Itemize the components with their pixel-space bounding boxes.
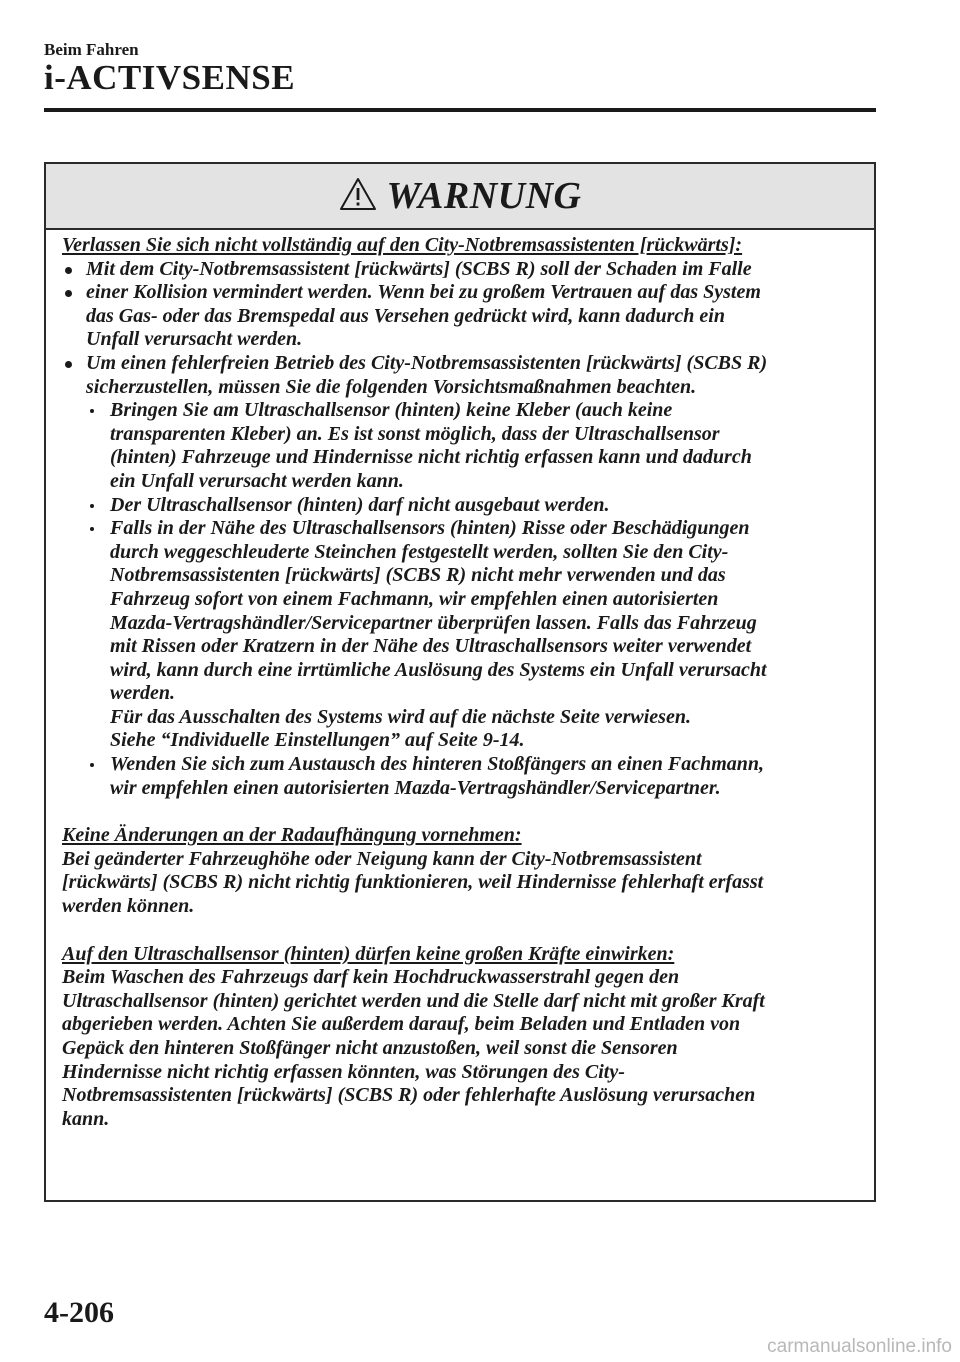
- paragraph-line: abgerieben werden. Achten Sie außerdem darauf, beim Beladen und Entladen von: [62, 1013, 741, 1036]
- paragraph-line: Gepäck den hinteren Stoßfänger nicht anzustoßen, weil sonst die Sensoren: [62, 1037, 678, 1059]
- sub-bullet-line: Notbremsassistenten [rückwärts] (SCBS R) nicht mehr verwenden und das: [110, 564, 726, 587]
- section-heading: Verlassen Sie sich nicht vollständig auf den City-Notbremsassistenten [rückwärts]:: [62, 234, 743, 256]
- section-heading: Keine Änderungen an der Radaufhängung vornehmen:: [62, 824, 522, 847]
- sub-bullet-line: wird, kann durch eine irrtümliche Auslösung des Systems ein Unfall verursacht: [110, 658, 767, 681]
- sub-bullet-line: (hinten) Fahrzeuge und Hindernisse nicht richtig erfassen kann und dadurch: [110, 446, 752, 469]
- sub-bullet-line: werden.: [110, 682, 175, 705]
- paragraph-line: Notbremsassistenten [rückwärts] (SCBS R) oder fehlerhafte Auslösung verursachen: [62, 1084, 756, 1107]
- section-label: Beim Fahren: [44, 40, 139, 59]
- bullet-line: sicherzustellen, müssen Sie die folgenden Vorsichtsmaßnahmen beachten.: [86, 375, 697, 398]
- sub-bullet-line: Bringen Sie am Ultraschallsensor (hinten) keine Kleber (auch keine: [62, 399, 858, 423]
- sub-bullet-line: Falls in der Nähe des Ultraschallsensors (hinten) Risse oder Beschädigungen: [62, 517, 858, 541]
- paragraph-line: werden können.: [62, 895, 195, 918]
- bullet-item: [62, 352, 858, 800]
- bullet-line: Mit dem City-Notbremsassistent [rückwärts] (SCBS R) soll der Schaden im Falle: [62, 258, 858, 282]
- page-number: 4-206: [44, 1296, 114, 1329]
- sub-bullet-item: [62, 753, 858, 800]
- chapter-title: i-ACTIVSENSE: [44, 58, 296, 97]
- sub-bullet-line: mit Rissen oder Kratzern in der Nähe des Ultraschallsensors weiter verwendet: [110, 635, 752, 658]
- paragraph-line: kann.: [62, 1107, 110, 1130]
- warning-body: [46, 230, 874, 1131]
- sub-bullet-line: ein Unfall verursacht werden kann.: [110, 469, 404, 492]
- sub-bullet-line: durch weggeschleuderte Steinchen festgestellt werden, sollten Sie den City-: [110, 540, 729, 563]
- bullet-item: [62, 258, 858, 352]
- sub-bullet-line: transparenten Kleber) an. Es ist sonst möglich, dass der Ultraschallsensor: [110, 422, 720, 445]
- warning-title: WARNUNG: [386, 175, 582, 217]
- header-rule: [44, 108, 876, 112]
- cross-reference: Siehe “Individuelle Einstellungen” auf Seite 9-14.: [110, 729, 525, 752]
- sub-bullet-line: Mazda-Vertragshändler/Servicepartner überprüfen lassen. Falls das Fahrzeug: [110, 611, 757, 634]
- bullet-line: Um einen fehlerfreien Betrieb des City-Notbremsassistenten [rückwärts] (SCBS R): [62, 352, 858, 376]
- sub-bullet-item: [62, 494, 858, 518]
- bullet-line: das Gas- oder das Bremspedal aus Versehen gedrückt wird, kann dadurch ein: [86, 304, 725, 327]
- sub-bullet-line: Fahrzeug sofort von einem Fachmann, wir empfehlen einen autorisierten: [110, 587, 719, 610]
- sub-bullet-line: wir empfehlen einen autorisierten Mazda-Vertragshändler/Servicepartner.: [110, 776, 721, 799]
- paragraph-line: Beim Waschen des Fahrzeugs darf kein Hochdruckwasserstrahl gegen den: [62, 966, 680, 989]
- paragraph-line: [rückwärts] (SCBS R) nicht richtig funktionieren, weil Hindernisse fehlerhaft erfasst: [62, 871, 764, 894]
- bullet-line: Unfall verursacht werden.: [86, 328, 303, 351]
- sub-bullet-line: Für das Ausschalten des Systems wird auf die nächste Seite verwiesen.: [110, 705, 691, 728]
- warning-header: [46, 164, 874, 230]
- paragraph-line: Hindernisse nicht richtig erfassen könnten, was Störungen des City-: [62, 1060, 625, 1083]
- sub-bullet-item: [62, 517, 858, 753]
- warning-triangle-icon: [339, 177, 377, 216]
- sub-bullet-line: Wenden Sie sich zum Austausch des hinteren Stoßfängers an einen Fachmann,: [62, 753, 858, 777]
- section-heading: Auf den Ultraschallsensor (hinten) dürfen keine großen Kräfte einwirken:: [62, 942, 675, 965]
- sub-bullet-line: Der Ultraschallsensor (hinten) darf nicht ausgebaut werden.: [62, 494, 858, 518]
- bullet-line: einer Kollision vermindert werden. Wenn bei zu großem Vertrauen auf das System: [62, 281, 858, 305]
- watermark: carmanualsonline.info: [767, 1336, 952, 1357]
- paragraph-line: Ultraschallsensor (hinten) gerichtet werden und die Stelle darf nicht mit großer Kraft: [62, 989, 765, 1012]
- warning-box: [44, 162, 876, 1202]
- sub-bullet-item: [62, 399, 858, 493]
- paragraph-line: Bei geänderter Fahrzeughöhe oder Neigung kann der City-Notbremsassistent: [62, 847, 702, 870]
